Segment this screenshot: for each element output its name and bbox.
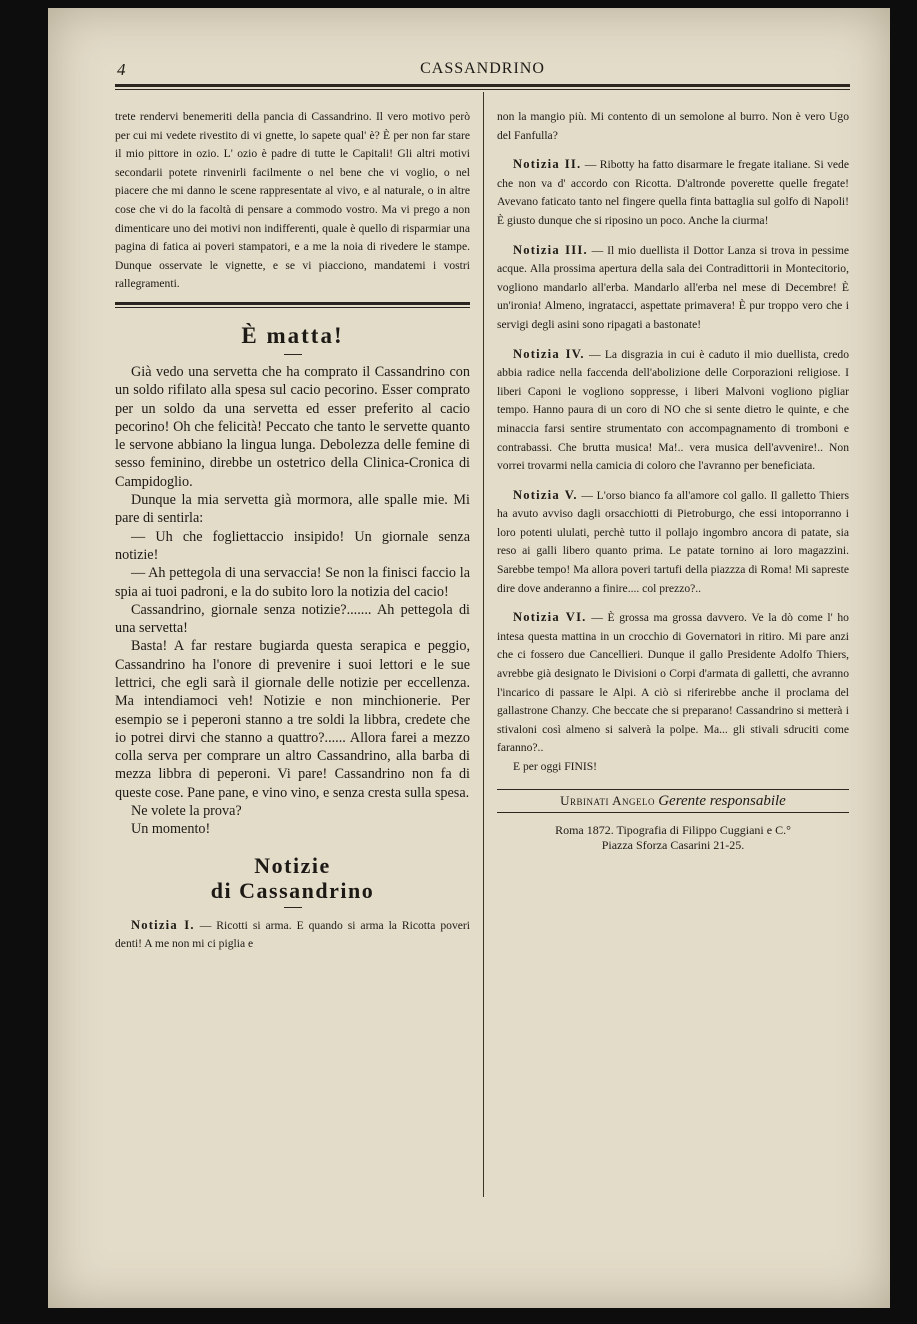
article-paragraph: Un momento! [131, 821, 211, 838]
notizia-label: Notizia VI. [513, 610, 587, 625]
column-divider [483, 92, 484, 1197]
notizia-label: Notizia II. [513, 157, 582, 172]
notizia-5 [497, 486, 849, 599]
notizia-text: — È grossa ma grossa davvero. Ve la dò come l' ho intesa questa mattina in un crocchio di Governatori in ritiro. Mi pare anzi che ci fossero due Cancellieri. Dunque il gallo Presidente Adolfo Thiers, avrebbe già designato le Divisioni o Corpi d'armata di galletti, che avranno l'incarico di passare le Alpi. A ciò si riferirebbe anche il proclama del gallastrone Chanzy. Che beccate che si preparano! Cassandrino si metterà i stivaloni così almeno si salverà la polpe. Ma... gli stivali sdruciti come faranno?.. [497, 611, 849, 755]
running-header [115, 60, 850, 82]
gerente-name: Urbinati Angelo [560, 792, 655, 808]
header-rule-thin [115, 89, 850, 90]
article-paragraph: Cassandrino, giornale senza notizie?....... Ah pettegola di una servetta! [115, 601, 470, 637]
section-rule [115, 302, 470, 305]
header-rule [115, 84, 850, 87]
article-paragraph: — Ah pettegola di una servaccia! Se non la finisci faccio la spia ai tuoi padroni, e la do subito loro la notizia del cacio! [115, 565, 470, 600]
notizia-text: — Ricotti si arma. E quando si arma la Ricotta poveri denti! A me non mi ci piglia e [115, 918, 470, 951]
printer-imprint [497, 823, 849, 853]
notizia-3 [497, 241, 849, 335]
gerente-line [497, 789, 849, 813]
notizia-text: — La disgrazia in cui è caduto il mio duellista, credo abbia radice nella faccenda dell'abolizione delle Corporazioni religiose. I liberi Caponi le vogliono soppresse, i liberi Malvoni vogliono pigliar tempo. Hanno paura di un coro di NO che si sente dietro le quinte, e che minaccia farsi sentire strumentato con accompagnamento di tromboni e contrabassi. Che brutta musica! Ma!.. vera musica dell'avvenire!.. Non vorrei trovarmi nella camicia di coloro che l'avranno per beneficiata. [497, 347, 850, 473]
section-title-line2: di Cassandrino [210, 877, 375, 903]
notizia-1 [115, 916, 470, 954]
notizia-label: Notizia IV. [513, 346, 585, 361]
journal-title: CASSANDRINO [420, 60, 545, 77]
notizia-label: Notizia I. [131, 917, 195, 932]
title-dash [284, 354, 302, 355]
article-paragraph: Basta! A far restare bugiarda questa serapica e peggio, Cassandrino ha l'onore di prevenire i suoi lettori e le sue lettrici, che egli sarà il giornale delle notizie per eccellenza. Ma intendiamoci veh! Notizie e non minchionerie. Per esempio se i peperoni stanno a tre soldi la libbra, credete che io potrei dirvi che stanno a quattro?...... Allora farei a mezzo colla serva per comprare un altro Cassandrino, alla barba di mezza libbra di peperoni. Vi pare! Cassandrino non fa di queste cose. Pane pane, e vino vino, e senza cresta sulla spesa. [115, 638, 470, 801]
notizia-4 [497, 345, 849, 476]
right-column [497, 108, 849, 853]
article-body [115, 363, 470, 839]
section-title [115, 853, 470, 903]
article-paragraph: Ne volete la prova? [131, 803, 242, 820]
notizia-label: Notizia V. [513, 487, 578, 502]
printer-line-1: Roma 1872. Tipografia di Filippo Cuggiani e C.° [555, 822, 791, 837]
section-title-line1: Notizie [254, 852, 331, 878]
section-rule-thin [115, 307, 470, 308]
notizia-6 [497, 608, 849, 758]
article-paragraph: — Uh che fogliettaccio insipido! Un giornale senza notizie! [115, 528, 470, 563]
notizia-1-continued: non la mangio più. Mi contento di un semolone al burro. Non è vero Ugo del Fanfulla? [497, 110, 849, 142]
closing-line: E per oggi FINIS! [513, 760, 598, 773]
notizia-text: — Il mio duellista il Dottor Lanza si trova in pessime acque. Alla prossima apertura della sala dei Contradittorii in Montecitorio, vogliono mandarlo all'erba. Mandarlo all'erba nel mese di Decembre! È un'ironia! Almeno, ingratacci, aspettate primavera! È pur troppo vero che i servigi degli asini sono ripagati a bastonate! [497, 243, 849, 331]
article-paragraph: Dunque la mia servetta già mormora, alle spalle mie. Mi pare di sentirla: [115, 492, 470, 527]
article-paragraph: Già vedo una servetta che ha comprato il Cassandrino con un soldo rifilato alla spesa sul cacio pecorino. Esser comprato per un soldo da una servetta ed esser preferito al cacio pecorino! Oh che felicità! Peccato che tanto le servette quanto le servone abbiano la lingua lunga. Debolezza delle femine di sesso feminino, direbbe un ostetrico della Clinica-Cronica di Campidoglio. [115, 363, 470, 490]
notizia-text: — Ribotty ha fatto disarmare le fregate italiane. Si vede che non va d' accordo con Ricotta. D'altronde poverette quelle fregate! Avevano faticato tanto nel fingere quella finta battaglia sul golfo di Napoli! È giusto dunque che si riposino un poco. Anche la ciurma! [497, 158, 849, 227]
gerente-role: Gerente responsabile [658, 792, 786, 809]
notizia-text: — L'orso bianco fa all'amore col gallo. Il galletto Thiers ha avuto avviso dagli orsacchiotti di Pietroburgo, che essi intoporranno i loro potenti ululati, perchè tutto il pollajo ingombro ancora di patate, sia reso ai galli libero quanto prima. Le patate tornino ai loro magazzini. Sarebbe tempo! Ma allora poveri tartufi della piazzza di Roma! Mi sapreste dire dove anderanno a finire.... col prezzo?.. [497, 488, 849, 595]
intro-paragraph: trete rendervi benemeriti della pancia di Cassandrino. Il vero motivo però per cui mi vedete rivestito di vi gnette, lo sapete qual' è? È per non far stare il mio pittore in ozio. L' ozio è padre di tutte le Capitali! Gli altri motivi secondarii potete rinvenirli facilmente o nel bene che vi voglio, o nel piacere che mi danno le scene rappresentate al vivo, e al naturale, o in altre cose che vi do la facoltà di pensare a commodo vostro. Ma vi prego a non dimenticare uno dei motivi non indifferenti, quale è quello di risparmiar una pagina di fatica ai poveri stampatori, e a me la noia di rivedere le stampe. Dunque osservate le vignette, e se vi piacciono, mandatemi i vostri rallegramenti. [115, 110, 470, 291]
article-title: È matta! [241, 322, 344, 348]
left-column [115, 108, 470, 954]
notizia-label: Notizia III. [513, 242, 588, 257]
notizia-2 [497, 155, 849, 230]
page-number: 4 [117, 60, 126, 79]
section-dash [284, 907, 302, 908]
printer-line-2: Piazza Sforza Casarini 21-25. [601, 837, 745, 852]
